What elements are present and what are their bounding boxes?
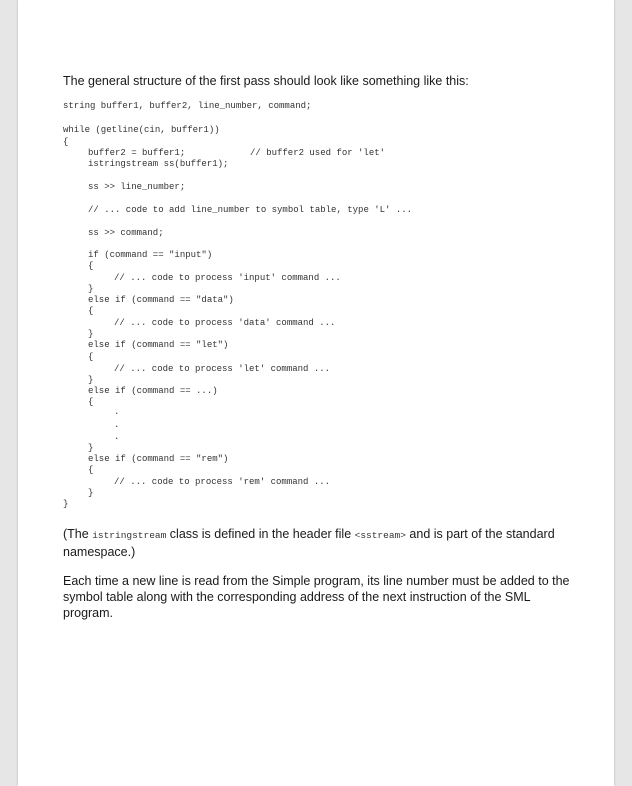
code-line: string buffer1, buffer2, line_number, command;	[63, 101, 312, 111]
code-line: {	[88, 465, 94, 475]
code-line: // buffer2 used for 'let'	[250, 148, 386, 158]
code-line: if (command == "input")	[88, 250, 213, 260]
code-line: else if (command == ...)	[88, 386, 218, 396]
inline-code-header: <sstream>	[354, 530, 406, 541]
note-text	[63, 526, 583, 560]
code-line: .	[114, 432, 120, 442]
code-line: }	[88, 488, 94, 498]
note-middle: class is defined in the header file	[166, 527, 355, 541]
code-line: }	[88, 443, 94, 453]
code-line: .	[114, 420, 120, 430]
code-line: {	[88, 352, 94, 362]
code-line: // ... code to process 'data' command ...	[114, 318, 336, 328]
body-paragraph: Each time a new line is read from the Simple program, its line number must be added to the symbol table along with the corresponding address of the next instruction of the SML program.	[63, 574, 570, 620]
code-line: else if (command == "let")	[88, 340, 229, 350]
note-close: and is part of the standard namespace.)	[63, 527, 555, 559]
code-line: // ... code to process 'rem' command ...	[114, 477, 331, 487]
code-line: {	[88, 306, 94, 316]
code-line: }	[63, 499, 69, 509]
code-line: else if (command == "data")	[88, 295, 234, 305]
code-line: {	[63, 137, 69, 147]
code-line: {	[88, 261, 94, 271]
code-line: else if (command == "rem")	[88, 454, 229, 464]
code-line: }	[88, 329, 94, 339]
code-line: ss >> line_number;	[88, 182, 186, 192]
inline-code-class-name: istringstream	[92, 530, 167, 541]
code-line: buffer2 = buffer1;	[88, 148, 186, 158]
code-line: while (getline(cin, buffer1))	[63, 125, 220, 135]
code-line: istringstream ss(buffer1);	[88, 159, 229, 169]
code-line: // ... code to add line_number to symbol table, type 'L' ...	[88, 205, 413, 215]
code-line: ss >> command;	[88, 228, 164, 238]
code-line: }	[88, 375, 94, 385]
note-open: (The	[63, 527, 93, 541]
code-line: // ... code to process 'input' command ...	[114, 273, 341, 283]
code-line: {	[88, 397, 94, 407]
document-page	[18, 0, 614, 786]
code-line: }	[88, 284, 94, 294]
code-line: // ... code to process 'let' command ...	[114, 364, 331, 374]
code-line: .	[114, 407, 120, 417]
intro-text: The general structure of the first pass should look like something like this:	[63, 74, 469, 88]
